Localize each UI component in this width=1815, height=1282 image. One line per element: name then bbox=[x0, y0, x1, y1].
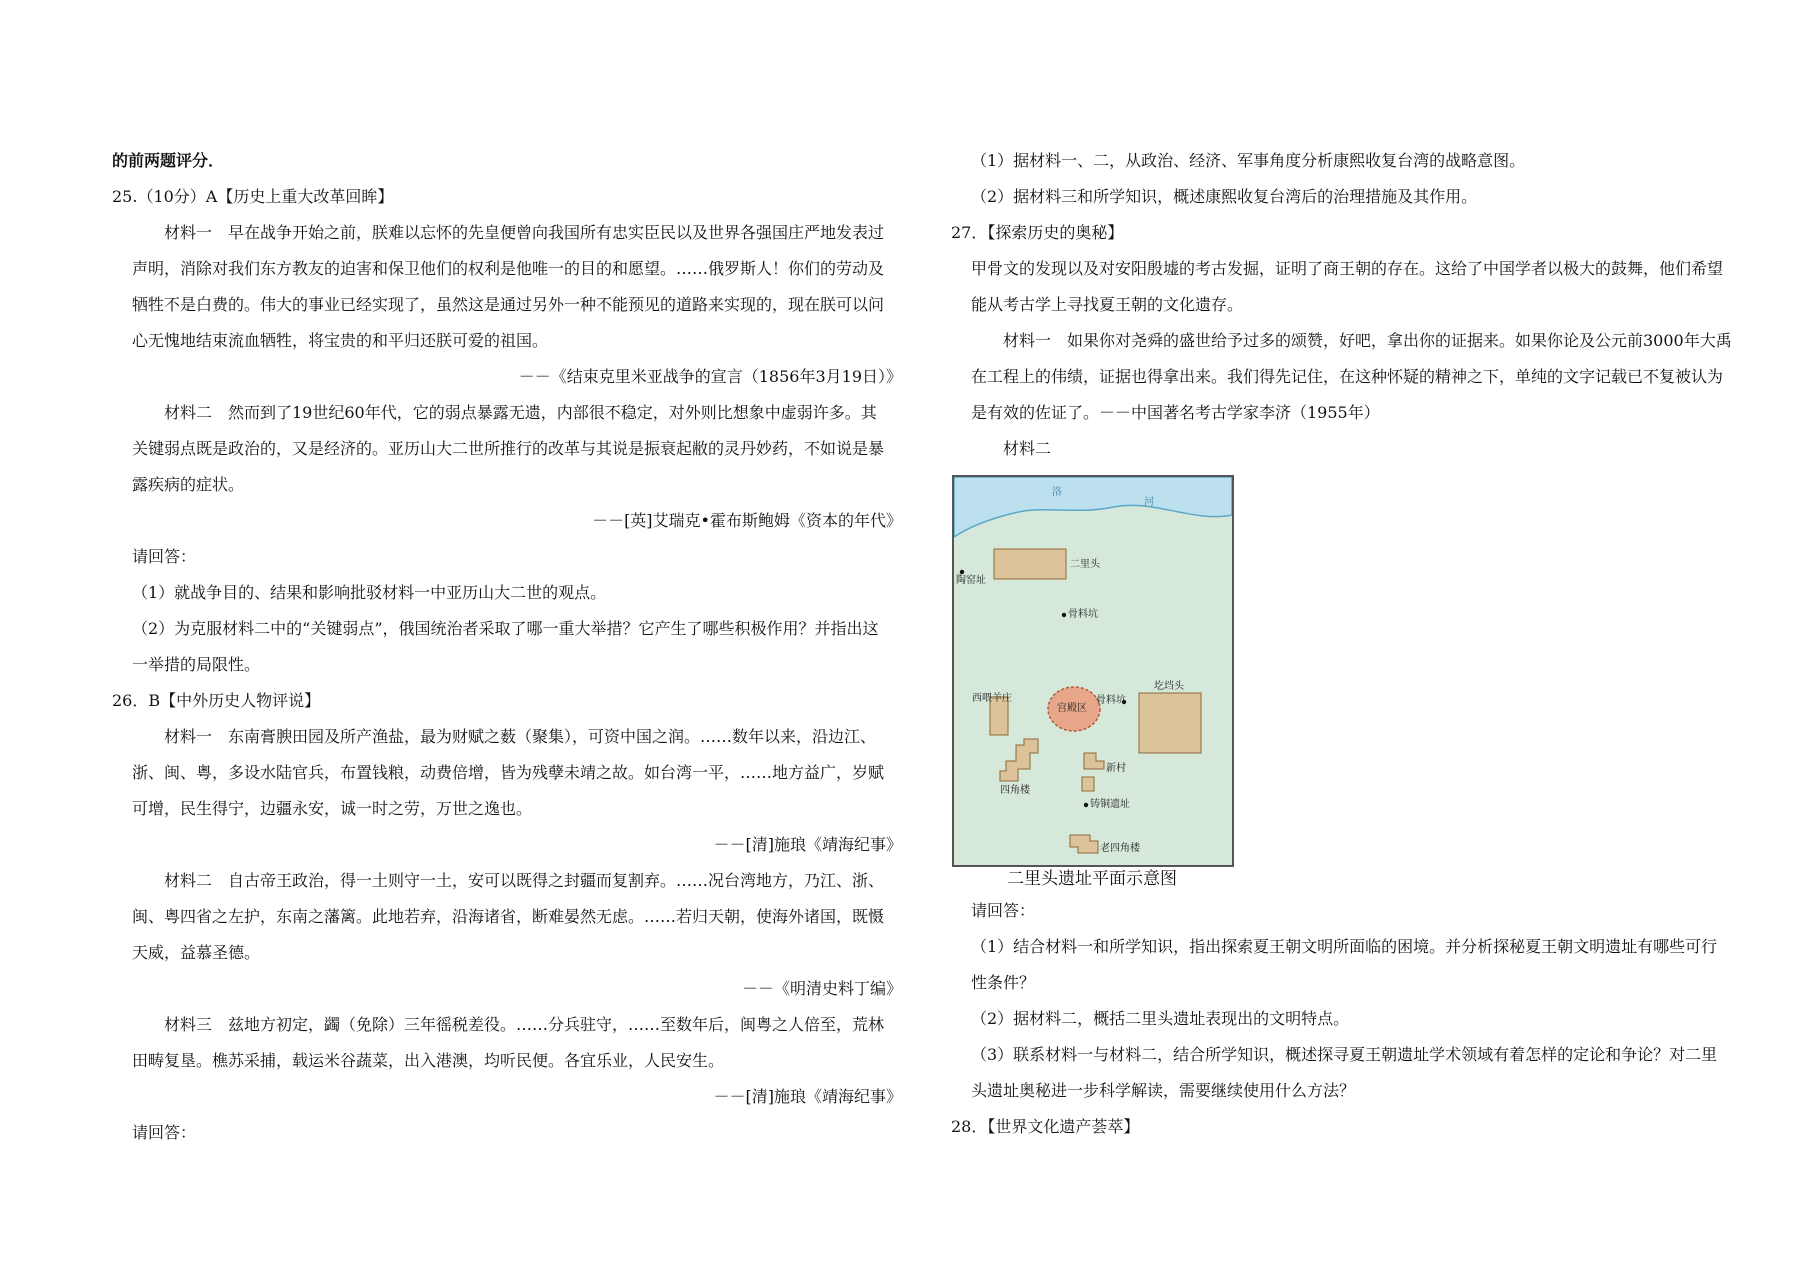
erlitou-site-map bbox=[952, 475, 1234, 867]
right-column-top bbox=[951, 143, 1732, 467]
map-label-palace: 宫殿区 bbox=[1057, 703, 1087, 714]
text-line: －－[清]施琅《靖海纪事》 bbox=[713, 1087, 902, 1106]
erlitou-site bbox=[994, 549, 1066, 579]
map-label-guiwaotou: 圪垱头 bbox=[1154, 681, 1184, 692]
text-line: 可增，民生得宁，边疆永安，诚一时之劳，万世之逸也。 bbox=[132, 799, 533, 818]
text-line: 是有效的佐证了。－－中国著名考古学家李济（1955年） bbox=[971, 403, 1380, 422]
map-label-erlitou: 二里头 bbox=[1070, 559, 1100, 570]
text-line: 请回答： bbox=[971, 901, 1036, 920]
map-label-he: 河 bbox=[1144, 497, 1154, 508]
text-line: 25.（10分）A【历史上重大改革回眸】 bbox=[112, 187, 394, 206]
text-line: －－《明清史料丁编》 bbox=[741, 979, 902, 998]
text-line: 天威，益慕圣德。 bbox=[132, 943, 261, 962]
text-line: 甲骨文的发现以及对安阳殷墟的考古发掘，证明了商王朝的存在。这给了中国学者以极大的鼓舞，他们希望 bbox=[971, 259, 1724, 278]
text-line: 材料二 bbox=[1003, 439, 1052, 458]
text-line: 材料三 兹地方初定，蠲（免除）三年徭税差役。……分兵驻守，……至数年后，闽粤之人倍至，荒林 bbox=[164, 1015, 885, 1034]
xincun-site bbox=[1082, 753, 1104, 791]
text-line: （1）就战争目的、结果和影响批驳材料一中亚历山大二世的观点。 bbox=[132, 583, 607, 602]
text-line: 牺牲不是白费的。伟大的事业已经实现了，虽然这是通过另外一种不能预见的道路来实现的，现在朕可以问 bbox=[132, 295, 885, 314]
text-line: （1）结合材料一和所学知识，指出探索夏王朝文明所面临的困境。并分析探秘夏王朝文明遗址有哪些可行 bbox=[971, 937, 1718, 956]
text-line: －－《结束克里米亚战争的宣言（1856年3月19日）》 bbox=[518, 367, 902, 386]
map-label-gukeng-b: 骨料坑 bbox=[1096, 695, 1126, 706]
right-column-bottom bbox=[951, 893, 1721, 1145]
map-label-sijiaolou: 四角楼 bbox=[1000, 785, 1030, 796]
text-line: 27．【探索历史的奥秘】 bbox=[951, 223, 1124, 242]
text-line: （1）据材料一、二，从政治、经济、军事角度分析康熙收复台湾的战略意图。 bbox=[971, 151, 1526, 170]
guiwaotou-site bbox=[1139, 693, 1201, 753]
map-label-luo: 洛 bbox=[1052, 487, 1062, 498]
left-column bbox=[112, 143, 902, 1151]
text-line: 的前两题评分． bbox=[112, 151, 225, 170]
lao-sijiaolou-site bbox=[1070, 835, 1098, 853]
text-line: 请回答： bbox=[132, 547, 197, 566]
text-line: －－[清]施琅《靖海纪事》 bbox=[713, 835, 902, 854]
text-line: 26．B【中外历史人物评说】 bbox=[112, 691, 321, 710]
text-line: 在工程上的伟绩，证据也得拿出来。我们得先记住，在这种怀疑的精神之下，单纯的文字记载已不复被认为 bbox=[971, 367, 1724, 386]
text-line: 28．【世界文化遗产荟萃】 bbox=[951, 1117, 1140, 1136]
zhutong-dot bbox=[1084, 803, 1088, 807]
text-line: 材料二 然而到了19世纪60年代，它的弱点暴露无遗，内部很不稳定，对外则比想象中虚弱许多。其 bbox=[164, 403, 877, 422]
map-label-taoyao: 陶窑址 bbox=[956, 575, 986, 586]
text-line: 田畴复垦。樵苏采捕，载运米谷蔬菜，出入港澳，均听民便。各宜乐业，人民安生。 bbox=[132, 1051, 725, 1070]
map-label-xigeyang: 西喂羊庄 bbox=[972, 693, 1012, 704]
text-line: 露疾病的症状。 bbox=[132, 475, 245, 494]
right-column bbox=[951, 143, 1732, 1145]
text-line: 材料一 如果你对尧舜的盛世给予过多的颂赞，好吧，拿出你的证据来。如果你论及公元前3000年大禹 bbox=[1003, 331, 1732, 350]
text-line: 请回答： bbox=[132, 1123, 197, 1142]
text-line: 浙、闽、粤，多设水陆官兵，布置钱粮，动费倍增，皆为残孽未靖之故。如台湾一平，……地方益广，岁赋 bbox=[132, 763, 885, 782]
text-line: －－[英]艾瑞克•霍布斯鲍姆《资本的年代》 bbox=[592, 511, 902, 530]
text-line: （3）联系材料一与材料二，结合所学知识，概述探寻夏王朝遗址学术领域有着怎样的定论和争论？对二里 bbox=[971, 1045, 1718, 1064]
text-line: 材料一 东南膏腴田园及所产渔盐，最为财赋之薮（聚集），可资中国之润。……数年以来，沿边江、 bbox=[164, 727, 877, 746]
text-line: （2）为克服材料二中的“关键弱点”，俄国统治者采取了哪一重大举措？它产生了哪些积极作用？并指出这 bbox=[132, 619, 879, 638]
text-line: （2）据材料三和所学知识，概述康熙收复台湾后的治理措施及其作用。 bbox=[971, 187, 1478, 206]
text-line: 头遗址奥秘进一步科学解读，需要继续使用什么方法？ bbox=[971, 1081, 1356, 1100]
sijiaolou-site bbox=[1000, 739, 1038, 781]
text-line: 关键弱点既是政治的，又是经济的。亚历山大二世所推行的改革与其说是振衰起敝的灵丹妙药，不如说是暴 bbox=[132, 439, 885, 458]
text-line: （2）据材料二，概括二里头遗址表现出的文明特点。 bbox=[971, 1009, 1350, 1028]
text-line: 声明，消除对我们东方教友的迫害和保卫他们的权利是他唯一的目的和愿望。……俄罗斯人！你们的劳动及 bbox=[132, 259, 885, 278]
text-line: 材料一 早在战争开始之前，朕难以忘怀的先皇便曾向我国所有忠实臣民以及世界各强国庄严地发表过 bbox=[164, 223, 885, 242]
taoyao-dot bbox=[960, 570, 964, 574]
map-label-zhutong: 铸铜遗址 bbox=[1090, 799, 1130, 810]
map-caption: 二里头遗址平面示意图 bbox=[1007, 869, 1177, 889]
text-line: 一举措的局限性。 bbox=[132, 655, 261, 674]
map-label-lao-sijiaolou: 老四角楼 bbox=[1100, 843, 1140, 854]
text-line: 闽、粤四省之左护，东南之藩篱。此地若弃，沿海诸省，断难晏然无虑。……若归天朝，使海外诸国，既慑 bbox=[132, 907, 885, 926]
map-label-xincun: 新村 bbox=[1106, 763, 1126, 774]
text-line: 性条件？ bbox=[971, 973, 1036, 992]
text-line: 能从考古学上寻找夏王朝的文化遗存。 bbox=[971, 295, 1244, 314]
map-label-gukeng-a: 骨料坑 bbox=[1068, 609, 1098, 620]
text-line: 材料二 自古帝王政治，得一土则守一土，安可以既得之封疆而复割弃。……况台湾地方，乃江、浙、 bbox=[164, 871, 885, 890]
text-line: 心无愧地结束流血牺牲，将宝贵的和平归还朕可爱的祖国。 bbox=[132, 331, 549, 350]
luo-river bbox=[954, 477, 1232, 537]
gu-kengA-dot bbox=[1062, 613, 1066, 617]
